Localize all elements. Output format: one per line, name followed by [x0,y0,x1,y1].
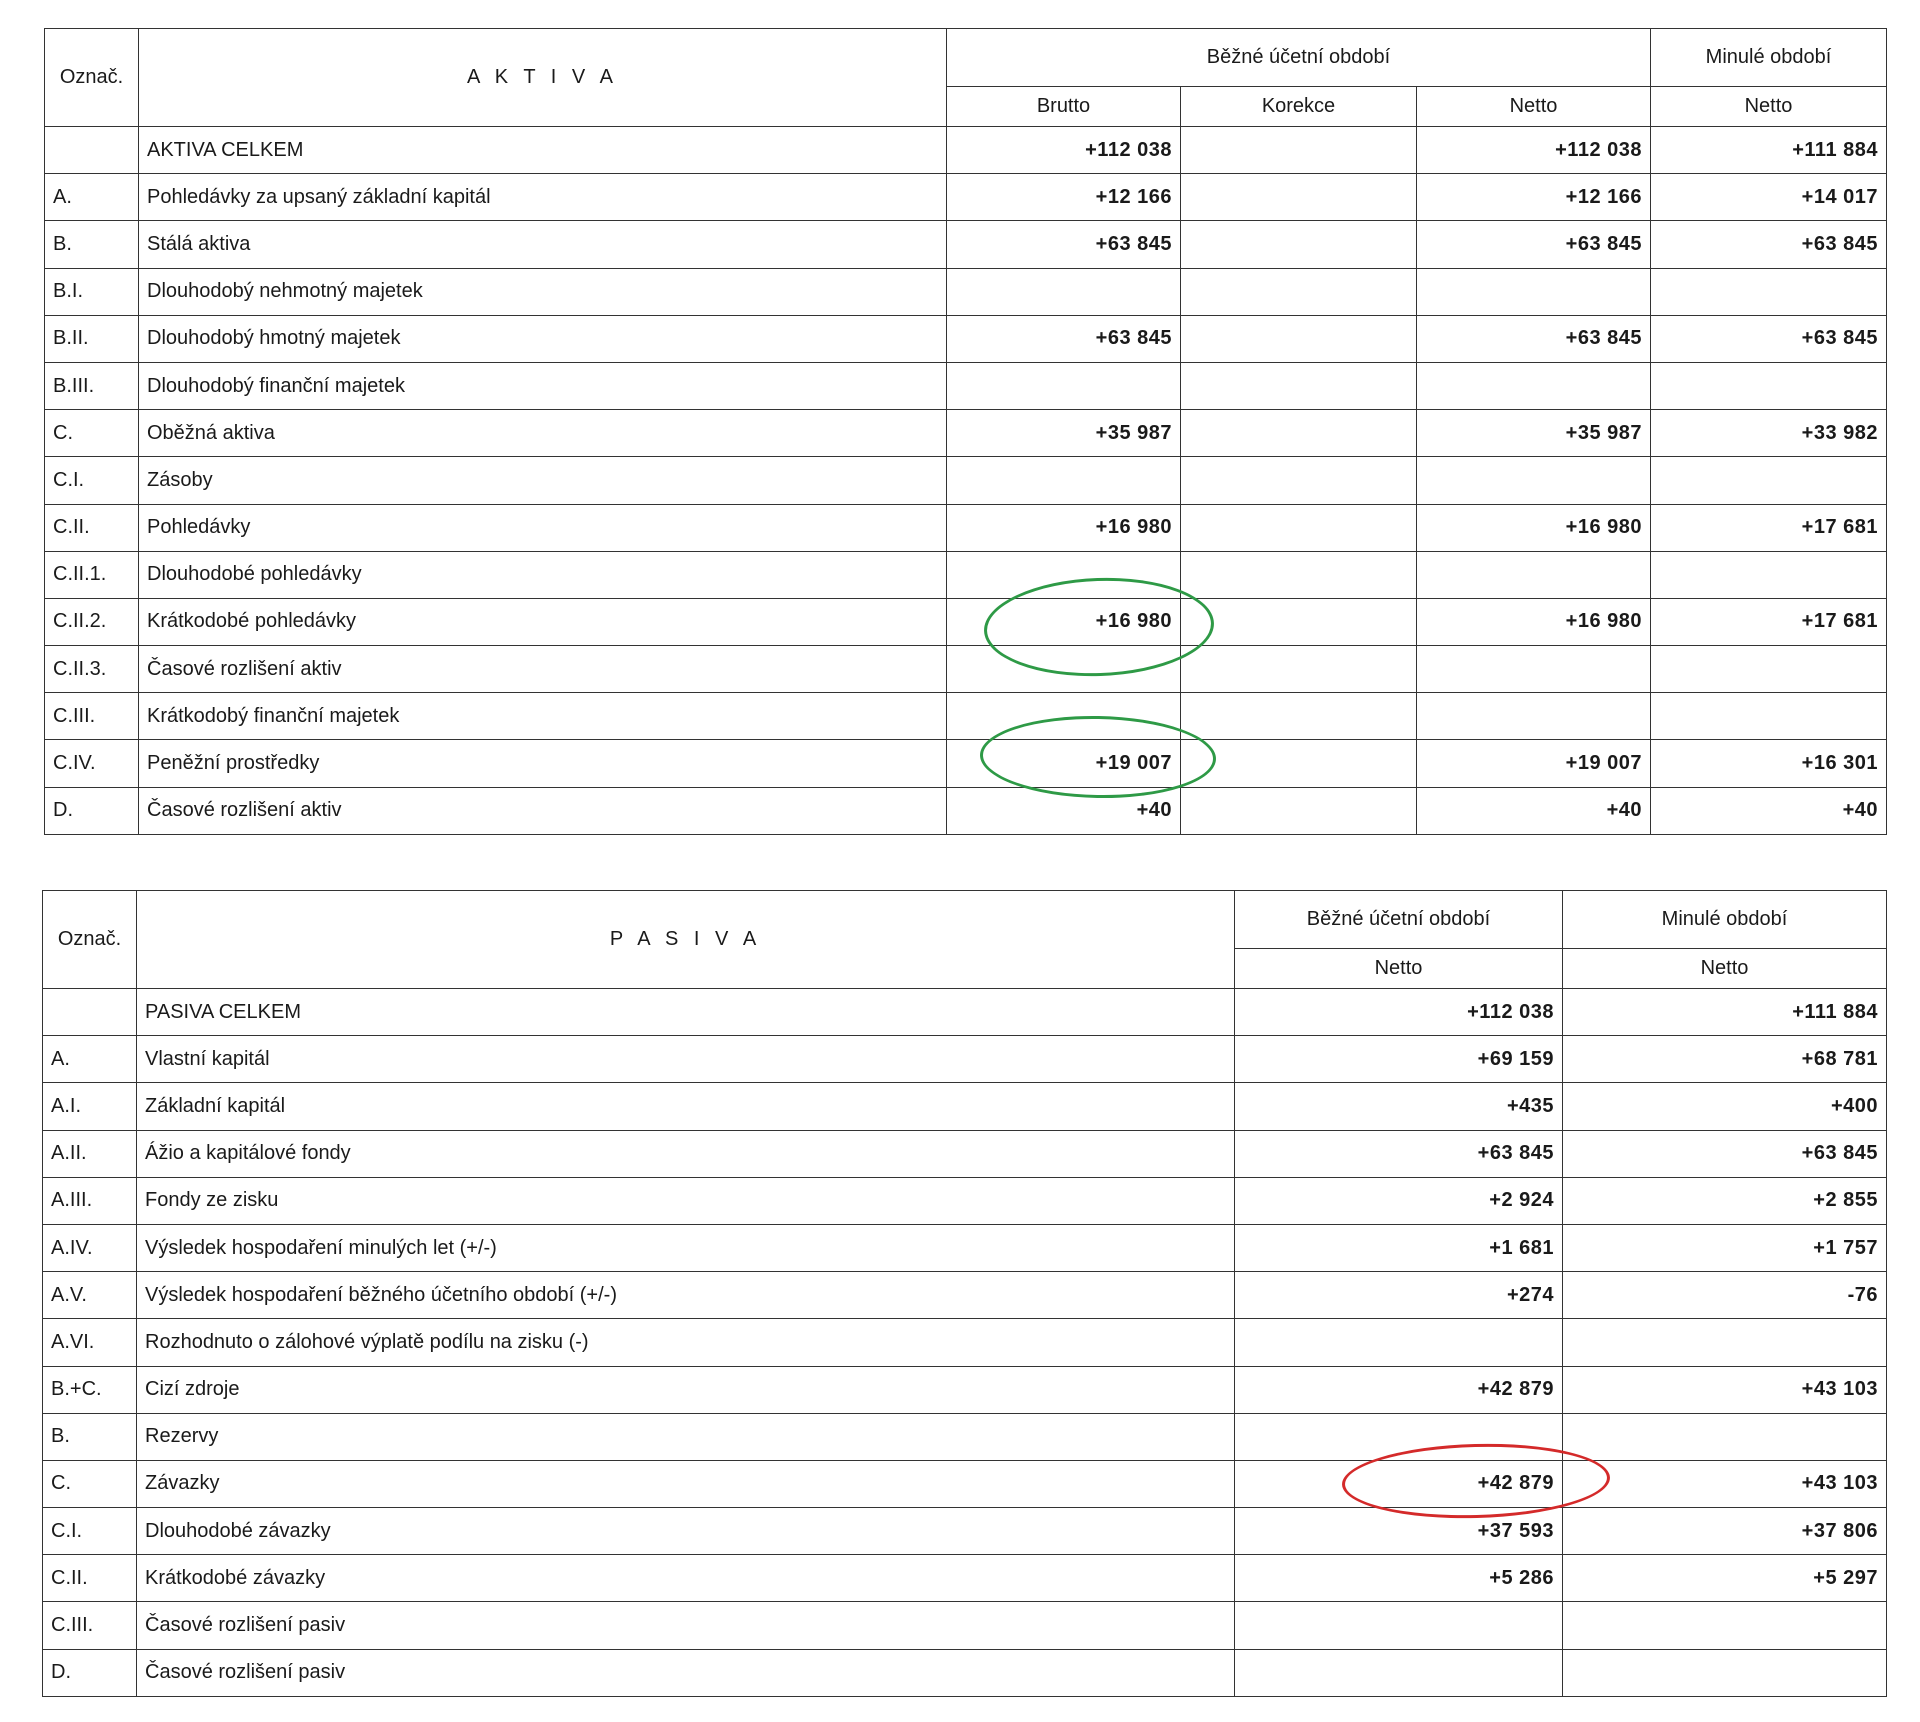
aktiva-netto-header: Netto [1417,87,1651,127]
pasiva-prev-value: +43 103 [1563,1366,1887,1413]
aktiva-netto-value [1417,693,1651,740]
pasiva-previous-period-header: Minulé období [1563,891,1887,949]
pasiva-prev-value [1563,1319,1887,1366]
pasiva-row [43,1083,1887,1130]
pasiva-netto-value [1235,1319,1563,1366]
pasiva-row [43,1036,1887,1083]
aktiva-previous-period-header: Minulé období [1651,29,1887,87]
pasiva-row-label: Časové rozlišení pasiv [137,1649,1235,1696]
aktiva-netto-value: +40 [1417,787,1651,834]
pasiva-row-label: PASIVA CELKEM [137,989,1235,1036]
aktiva-brutto-header: Brutto [947,87,1181,127]
aktiva-korekce-value [1181,504,1417,551]
pasiva-prev-value: +37 806 [1563,1508,1887,1555]
pasiva-row [43,1177,1887,1224]
aktiva-row-label: Stálá aktiva [139,221,947,268]
aktiva-row [45,646,1887,693]
pasiva-netto-value: +69 159 [1235,1036,1563,1083]
pasiva-row-code: A.V. [43,1272,137,1319]
aktiva-row-code: B.III. [45,362,139,409]
aktiva-brutto-value [947,268,1181,315]
aktiva-netto-value [1417,268,1651,315]
aktiva-row-label: Pohledávky [139,504,947,551]
aktiva-row-code: C.I. [45,457,139,504]
aktiva-korekce-value [1181,127,1417,174]
aktiva-row-label: Časové rozlišení aktiv [139,646,947,693]
aktiva-prev-value [1651,693,1887,740]
pasiva-prev-value: +5 297 [1563,1555,1887,1602]
pasiva-netto-value: +274 [1235,1272,1563,1319]
pasiva-row-label: Závazky [137,1460,1235,1507]
aktiva-row [45,268,1887,315]
aktiva-prev-value [1651,362,1887,409]
pasiva-row-code [43,989,137,1036]
aktiva-table [44,28,1887,835]
aktiva-brutto-value: +12 166 [947,174,1181,221]
pasiva-prev-value: +63 845 [1563,1130,1887,1177]
aktiva-row-code: C.II. [45,504,139,551]
aktiva-row-label: Zásoby [139,457,947,504]
aktiva-brutto-value: +40 [947,787,1181,834]
aktiva-row-label: Pohledávky za upsaný základní kapitál [139,174,947,221]
pasiva-prev-value: +68 781 [1563,1036,1887,1083]
aktiva-prev-value: +17 681 [1651,504,1887,551]
aktiva-row [45,740,1887,787]
aktiva-row [45,551,1887,598]
pasiva-netto-value: +42 879 [1235,1366,1563,1413]
aktiva-korekce-value [1181,598,1417,645]
pasiva-row-label: Rezervy [137,1413,1235,1460]
pasiva-row-code: A.III. [43,1177,137,1224]
aktiva-row [45,315,1887,362]
aktiva-prev-value [1651,268,1887,315]
aktiva-korekce-value [1181,787,1417,834]
pasiva-row-label: Rozhodnuto o zálohové výplatě podílu na zisku (-) [137,1319,1235,1366]
pasiva-prev-value [1563,1602,1887,1649]
aktiva-korekce-value [1181,646,1417,693]
aktiva-row [45,504,1887,551]
aktiva-korekce-value [1181,693,1417,740]
pasiva-prev-value: +43 103 [1563,1460,1887,1507]
aktiva-row-code: C. [45,410,139,457]
aktiva-brutto-value: +16 980 [947,504,1181,551]
aktiva-row [45,787,1887,834]
aktiva-row-code: C.IV. [45,740,139,787]
pasiva-prev-value: +400 [1563,1083,1887,1130]
pasiva-row [43,1366,1887,1413]
pasiva-row-label: Základní kapitál [137,1083,1235,1130]
aktiva-prev-value [1651,551,1887,598]
aktiva-code-header: Označ. [45,29,139,127]
pasiva-table [42,890,1887,1697]
pasiva-prev-value: +2 855 [1563,1177,1887,1224]
pasiva-prev-value: +1 757 [1563,1224,1887,1271]
pasiva-row [43,1555,1887,1602]
aktiva-current-period-header: Běžné účetní období [947,29,1651,87]
aktiva-korekce-value [1181,221,1417,268]
aktiva-row-label: Dlouhodobý nehmotný majetek [139,268,947,315]
aktiva-prev-value: +63 845 [1651,315,1887,362]
pasiva-netto-value: +435 [1235,1083,1563,1130]
aktiva-prev-value: +40 [1651,787,1887,834]
aktiva-row-code: A. [45,174,139,221]
pasiva-netto-value [1235,1602,1563,1649]
aktiva-korekce-value [1181,362,1417,409]
aktiva-brutto-value: +16 980 [947,598,1181,645]
aktiva-title: A K T I V A [139,29,947,127]
aktiva-row-label: Krátkodobé pohledávky [139,598,947,645]
aktiva-row-label: Peněžní prostředky [139,740,947,787]
pasiva-row [43,1460,1887,1507]
aktiva-row [45,362,1887,409]
aktiva-row [45,174,1887,221]
aktiva-korekce-value [1181,740,1417,787]
aktiva-netto-value: +12 166 [1417,174,1651,221]
pasiva-row [43,1272,1887,1319]
pasiva-row-code: C.I. [43,1508,137,1555]
aktiva-brutto-value: +112 038 [947,127,1181,174]
pasiva-row-label: Výsledek hospodaření běžného účetního období (+/-) [137,1272,1235,1319]
aktiva-prev-value [1651,457,1887,504]
aktiva-row-code: C.II.1. [45,551,139,598]
aktiva-row [45,410,1887,457]
aktiva-row-code: C.II.3. [45,646,139,693]
aktiva-brutto-value: +63 845 [947,315,1181,362]
pasiva-row-label: Vlastní kapitál [137,1036,1235,1083]
pasiva-prev-value: +111 884 [1563,989,1887,1036]
aktiva-brutto-value [947,646,1181,693]
pasiva-row-label: Krátkodobé závazky [137,1555,1235,1602]
aktiva-row [45,598,1887,645]
aktiva-netto-value: +16 980 [1417,598,1651,645]
aktiva-row-code [45,127,139,174]
aktiva-row [45,693,1887,740]
aktiva-row-code: C.III. [45,693,139,740]
pasiva-code-header: Označ. [43,891,137,989]
aktiva-netto-value: +16 980 [1417,504,1651,551]
pasiva-netto-value: +63 845 [1235,1130,1563,1177]
aktiva-prev-value: +63 845 [1651,221,1887,268]
aktiva-netto-value: +63 845 [1417,221,1651,268]
aktiva-korekce-header: Korekce [1181,87,1417,127]
aktiva-row-code: C.II.2. [45,598,139,645]
aktiva-netto-value [1417,551,1651,598]
pasiva-netto-value: +37 593 [1235,1508,1563,1555]
aktiva-netto-value: +35 987 [1417,410,1651,457]
aktiva-row-label: Oběžná aktiva [139,410,947,457]
pasiva-row-code: B.+C. [43,1366,137,1413]
pasiva-row [43,1413,1887,1460]
pasiva-row-code: A.II. [43,1130,137,1177]
pasiva-prev-value [1563,1413,1887,1460]
aktiva-prev-value: +33 982 [1651,410,1887,457]
aktiva-korekce-value [1181,315,1417,362]
pasiva-row-code: A.VI. [43,1319,137,1366]
aktiva-netto-value: +63 845 [1417,315,1651,362]
pasiva-row-code: C. [43,1460,137,1507]
pasiva-row-code: A. [43,1036,137,1083]
pasiva-row [43,1224,1887,1271]
pasiva-row-code: C.II. [43,1555,137,1602]
pasiva-row-label: Ážio a kapitálové fondy [137,1130,1235,1177]
pasiva-title: P A S I V A [137,891,1235,989]
pasiva-row [43,1319,1887,1366]
pasiva-row [43,1130,1887,1177]
aktiva-prev-value: +17 681 [1651,598,1887,645]
pasiva-netto-header: Netto [1235,949,1563,989]
aktiva-row-label: Krátkodobý finanční majetek [139,693,947,740]
pasiva-row-code: B. [43,1413,137,1460]
aktiva-row [45,457,1887,504]
aktiva-brutto-value: +19 007 [947,740,1181,787]
pasiva-prev-value [1563,1649,1887,1696]
pasiva-current-period-header: Běžné účetní období [1235,891,1563,949]
pasiva-row-code: A.IV. [43,1224,137,1271]
aktiva-brutto-value [947,551,1181,598]
aktiva-netto-value: +112 038 [1417,127,1651,174]
aktiva-row-label: Časové rozlišení aktiv [139,787,947,834]
pasiva-row-label: Časové rozlišení pasiv [137,1602,1235,1649]
aktiva-brutto-value [947,693,1181,740]
pasiva-netto-value: +2 924 [1235,1177,1563,1224]
aktiva-korekce-value [1181,268,1417,315]
aktiva-netto-value: +19 007 [1417,740,1651,787]
aktiva-prev-value: +14 017 [1651,174,1887,221]
pasiva-row-code: C.III. [43,1602,137,1649]
aktiva-netto-value [1417,362,1651,409]
aktiva-prev-value: +16 301 [1651,740,1887,787]
aktiva-row [45,221,1887,268]
aktiva-brutto-value [947,457,1181,504]
pasiva-row-label: Výsledek hospodaření minulých let (+/-) [137,1224,1235,1271]
aktiva-row-code: B.II. [45,315,139,362]
pasiva-row [43,1649,1887,1696]
aktiva-row-code: B. [45,221,139,268]
aktiva-row [45,127,1887,174]
pasiva-netto-value: +42 879 [1235,1460,1563,1507]
pasiva-netto-value: +5 286 [1235,1555,1563,1602]
aktiva-korekce-value [1181,457,1417,504]
aktiva-korekce-value [1181,551,1417,598]
aktiva-row-label: AKTIVA CELKEM [139,127,947,174]
aktiva-row-code: D. [45,787,139,834]
pasiva-row [43,1508,1887,1555]
aktiva-netto-prev-header: Netto [1651,87,1887,127]
aktiva-row-code: B.I. [45,268,139,315]
pasiva-row-code: D. [43,1649,137,1696]
aktiva-korekce-value [1181,174,1417,221]
aktiva-row-label: Dlouhodobé pohledávky [139,551,947,598]
aktiva-netto-value [1417,457,1651,504]
pasiva-row [43,989,1887,1036]
aktiva-brutto-value: +35 987 [947,410,1181,457]
pasiva-row-label: Cizí zdroje [137,1366,1235,1413]
aktiva-brutto-value [947,362,1181,409]
aktiva-row-label: Dlouhodobý finanční majetek [139,362,947,409]
pasiva-row-code: A.I. [43,1083,137,1130]
pasiva-row-label: Dlouhodobé závazky [137,1508,1235,1555]
pasiva-netto-value: +1 681 [1235,1224,1563,1271]
pasiva-prev-value: -76 [1563,1272,1887,1319]
aktiva-netto-value [1417,646,1651,693]
aktiva-korekce-value [1181,410,1417,457]
aktiva-prev-value: +111 884 [1651,127,1887,174]
pasiva-row-label: Fondy ze zisku [137,1177,1235,1224]
pasiva-netto-value: +112 038 [1235,989,1563,1036]
aktiva-row-label: Dlouhodobý hmotný majetek [139,315,947,362]
pasiva-row [43,1602,1887,1649]
pasiva-netto-value [1235,1413,1563,1460]
pasiva-netto-prev-header: Netto [1563,949,1887,989]
pasiva-netto-value [1235,1649,1563,1696]
aktiva-prev-value [1651,646,1887,693]
aktiva-brutto-value: +63 845 [947,221,1181,268]
